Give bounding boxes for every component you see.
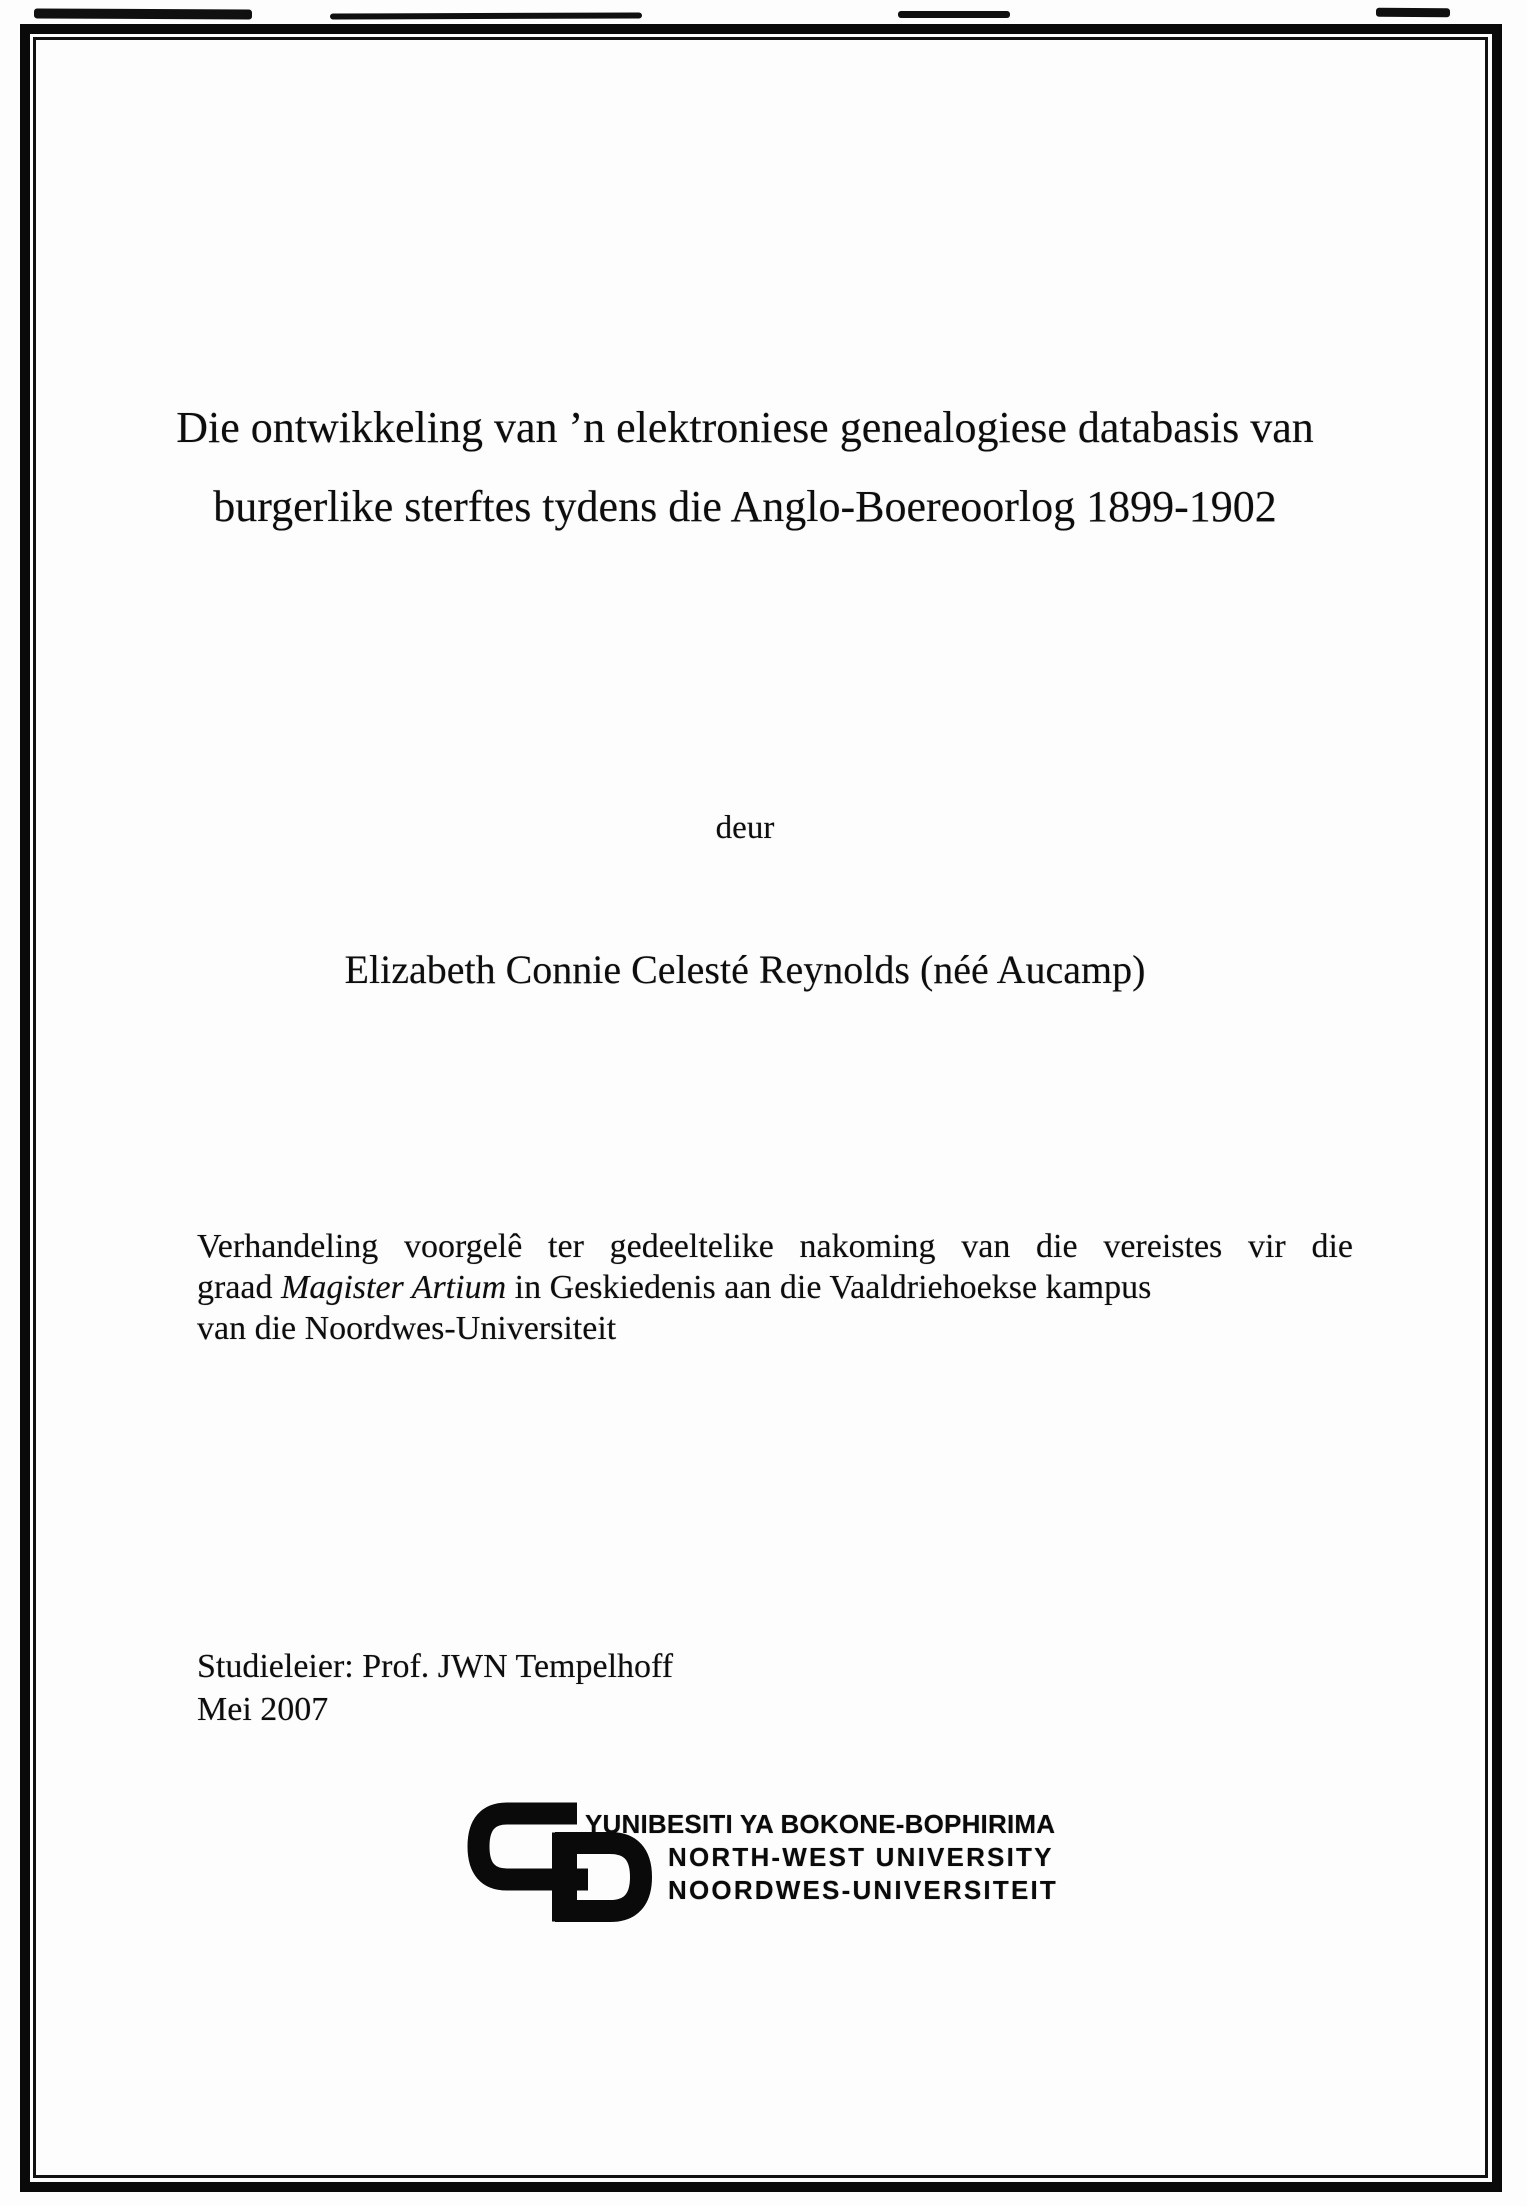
author-name: Elizabeth Connie Celesté Reynolds (néé Aucamp)	[344, 947, 1146, 992]
logo-text-setswana: YUNIBESITI YA BOKONE-BOPHIRIMA	[585, 1809, 1056, 1839]
thesis-title	[45, 388, 1445, 546]
scan-artifact	[330, 12, 642, 19]
logo-link-overlap	[552, 1833, 577, 1922]
scan-artifact	[1376, 8, 1450, 18]
degree-statement-line2-pre: graad	[197, 1269, 282, 1306]
thesis-title-line1: Die ontwikkeling van ’n elektroniese genealogiese databasis van	[176, 403, 1314, 452]
degree-statement-line1: Verhandeling voorgelê ter gedeeltelike nakoming van die vereistes vir die	[197, 1228, 1353, 1265]
degree-name-italic: Magister Artium	[281, 1269, 507, 1306]
supervisor-block	[197, 1645, 673, 1731]
supervisor-line: Studieleier: Prof. JWN Tempelhoff	[197, 1648, 674, 1685]
scan-artifact	[898, 11, 1010, 18]
degree-statement	[197, 1226, 1353, 1349]
logo-text-english: NORTH-WEST UNIVERSITY	[668, 1842, 1054, 1872]
scan-artifact	[34, 8, 252, 19]
logo-text-afrikaans: NOORDWES-UNIVERSITEIT	[668, 1875, 1058, 1905]
degree-statement-line2-post: in Geskiedenis aan die Vaaldriehoekse kampus	[506, 1269, 1152, 1306]
byline: deur	[715, 810, 775, 846]
degree-statement-line2	[197, 1267, 1353, 1308]
date-line: Mei 2007	[197, 1691, 329, 1728]
degree-statement-line3: van die Noordwes-Universiteit	[197, 1310, 617, 1347]
university-logo-text	[585, 1808, 1058, 1907]
thesis-title-line2: burgerlike sterftes tydens die Anglo-Boereoorlog 1899-1902	[213, 482, 1277, 531]
